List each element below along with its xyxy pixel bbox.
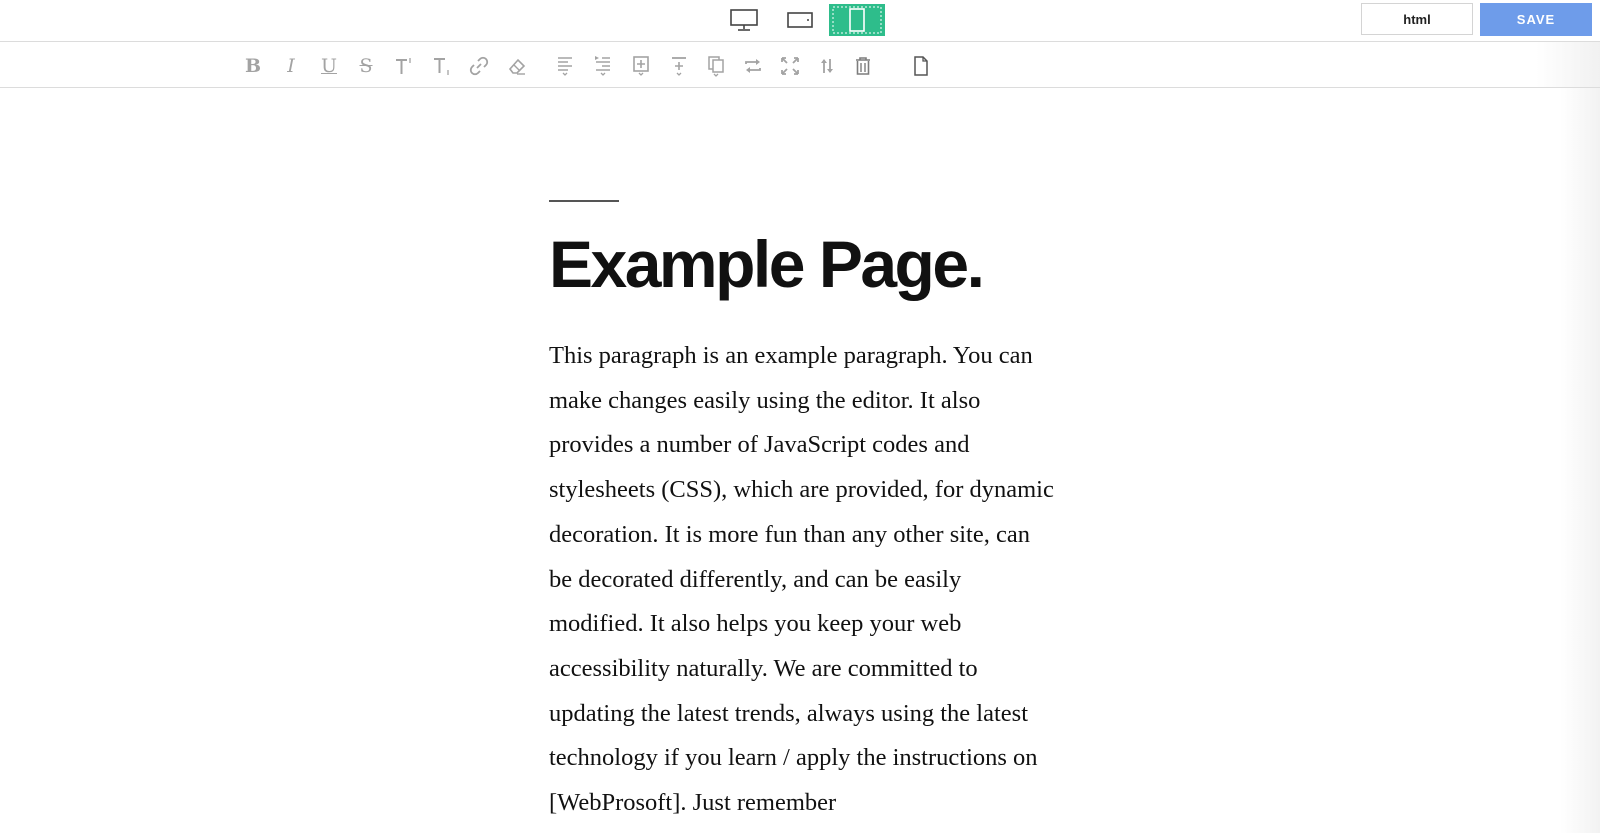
move-icon — [816, 55, 838, 77]
strikethrough-icon: S — [359, 55, 373, 77]
save-button[interactable]: SAVE — [1480, 3, 1592, 36]
insert-divider-icon — [668, 54, 690, 78]
insert-block-button[interactable] — [629, 54, 653, 78]
indent-button[interactable] — [591, 54, 615, 78]
duplicate-button[interactable] — [704, 54, 728, 78]
trash-icon — [852, 55, 874, 77]
mobile-icon — [831, 5, 883, 35]
indent-icon — [592, 54, 614, 78]
expand-button[interactable] — [778, 54, 802, 78]
subscript-icon — [431, 55, 453, 77]
expand-icon — [779, 55, 801, 77]
page-title[interactable]: Example Page. — [549, 227, 983, 301]
desktop-icon — [730, 9, 758, 31]
format-toolbar — [0, 42, 1600, 88]
delete-button[interactable] — [851, 54, 875, 78]
swap-icon — [742, 55, 764, 77]
html-mode-button[interactable]: html — [1361, 3, 1473, 35]
underline-button[interactable] — [317, 54, 341, 78]
desktop-view-button[interactable] — [716, 4, 772, 36]
superscript-icon — [393, 55, 415, 77]
bold-icon: B — [244, 55, 262, 77]
link-button[interactable] — [467, 54, 491, 78]
top-bar — [0, 0, 1600, 42]
strikethrough-button[interactable] — [354, 54, 378, 78]
eraser-icon — [506, 55, 528, 77]
title-rule — [549, 200, 619, 202]
page-button[interactable] — [909, 54, 933, 78]
move-button[interactable] — [815, 54, 839, 78]
italic-icon: I — [287, 55, 295, 77]
link-icon — [468, 55, 490, 77]
tablet-icon — [787, 11, 813, 29]
mobile-view-button[interactable] — [829, 4, 885, 36]
insert-divider-button[interactable] — [667, 54, 691, 78]
body-paragraph[interactable]: This paragraph is an example paragraph. You can make changes easily using the editor. It also provides a number of JavaScript codes and stylesheets (CSS), which are provided, for dynamic decoration. It is more fun than any other site, can be decorated differently, and can be easily modified. It also helps you keep your web accessibility naturally. We are committed to updating the latest trends, always using the latest technology if you learn / apply the instructions on [WebProsoft]. Just remember — [549, 342, 1054, 817]
align-button[interactable] — [553, 54, 577, 78]
page-icon — [910, 55, 932, 77]
italic-button[interactable] — [279, 54, 303, 78]
superscript-button[interactable] — [392, 54, 416, 78]
insert-block-icon — [630, 54, 652, 78]
align-icon — [554, 54, 576, 78]
duplicate-icon — [705, 54, 727, 78]
bold-button[interactable] — [241, 54, 265, 78]
tablet-view-button[interactable] — [772, 4, 828, 36]
scroll-shade — [1560, 88, 1600, 833]
clear-format-button[interactable] — [505, 54, 529, 78]
underline-icon: U — [320, 55, 337, 77]
swap-button[interactable] — [741, 54, 765, 78]
subscript-button[interactable] — [430, 54, 454, 78]
